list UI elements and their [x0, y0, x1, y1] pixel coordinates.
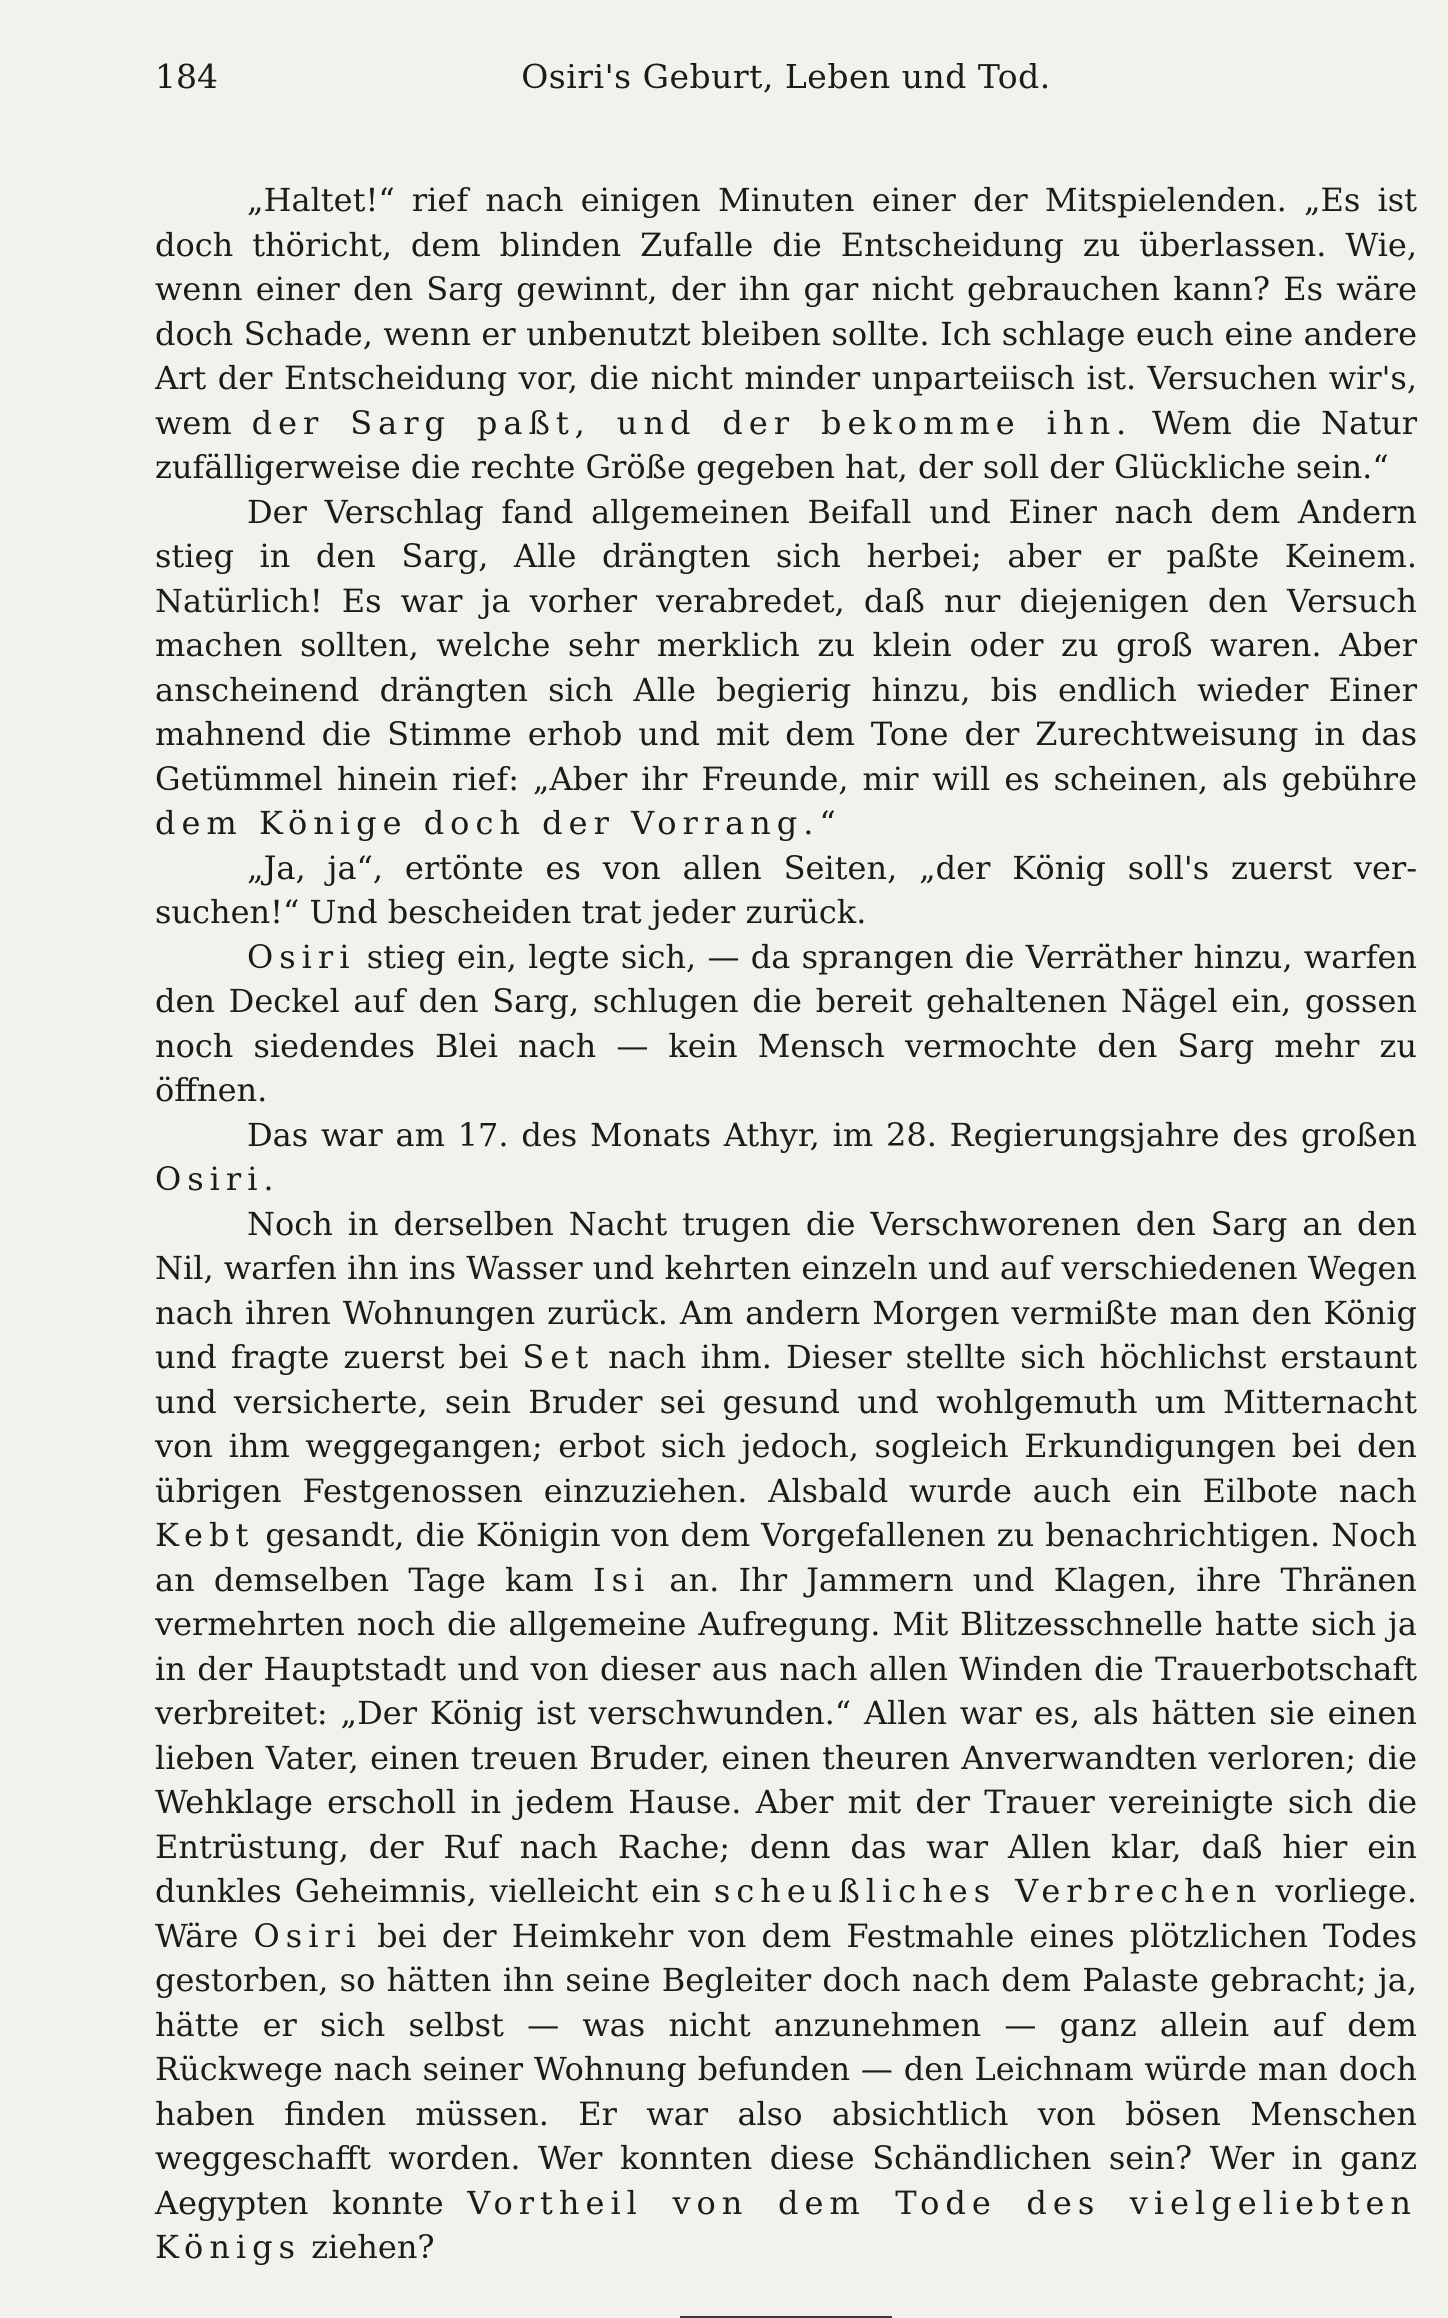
paragraph-4 — [155, 935, 1417, 1113]
text-run: gesandt, die Königin von dem Vorgefallenen zu benachrichtigen. Noch an demselben Tage kam — [155, 1516, 1417, 1599]
page-number: 184 — [155, 57, 218, 96]
end-rule — [680, 2316, 892, 2318]
paragraph-5 — [155, 1113, 1417, 1202]
spaced-text-run: dem Könige doch der Vorrang. — [155, 804, 820, 842]
body-text — [155, 178, 1417, 2270]
spaced-text-run: Osiri — [253, 1916, 362, 1955]
spaced-text-run: Set — [522, 1338, 595, 1376]
text-run: Der Verschlag fand allgemeinen Beifall und Einer nach dem Andern stieg in den Sarg, Alle drängten sich herbei; aber er paßte Keinem. Natürlich! Es war ja vorher verabredet, daß nur diejenigen den Versuch machen sollten, welche sehr merklich zu klein oder zu groß waren. Aber anscheinend drängten sich Alle begierig hinzu, bis endlich wieder Einer mahnend die Stimme erhob und mit dem Tone der Zurechtweisung in das Getümmel hinein rief: „Aber ihr Freunde, mir will es scheinen, als gebühre — [155, 492, 1417, 798]
spaced-text-run: der Sarg paßt, und der bekomme ihn. — [251, 403, 1133, 442]
text-run: „Haltet!“ rief nach einigen Minuten einer der Mitspielenden. „Es ist doch thöricht, dem blinden Zufalle die Entscheidung zu überlassen. Wie, wenn einer den Sarg gewinnt, der ihn gar nicht gebrauchen kann? Es wäre doch Schade, wenn er unbenutzt bleiben sollte. Ich schlage euch eine andere Art der Entscheidung vor, die nicht minder unparteiisch ist. Versuchen wir's, wem — [155, 181, 1417, 442]
text-run: Wem die Natur zufälligerweise die rechte Größe gegeben hat, der soll der Glückliche sein.“ — [155, 403, 1418, 486]
text-run: „Ja, ja“, ertönte es von allen Seiten, „der König soll's zuerst versuchen!“ Und bescheiden trat jeder zurück. — [155, 848, 1417, 931]
running-title: Osiri's Geburt, Leben und Tod. — [521, 57, 1051, 96]
paragraph-1 — [155, 178, 1417, 490]
paragraph-2 — [155, 490, 1417, 846]
running-head — [155, 50, 1417, 104]
text-run: ziehen? — [301, 2228, 435, 2266]
paragraph-3 — [155, 846, 1417, 935]
text-run: nach ihm. Dieser stellte sich höchlichst erstaunt und versicherte, sein Bruder sei gesund und wohlgemuth um Mitternacht von ihm weggegangen; erbot sich jedoch, sogleich Erkundigungen bei den übrigen Festgenossen einzuziehen. Alsbald wurde auch ein Eilbote nach — [155, 1338, 1418, 1510]
text-run: stieg ein, legte sich, — da sprangen die Verräther hinzu, warfen den Deckel auf den Sarg, schlugen die bereit gehaltenen Nägel ein, gossen noch siedendes Blei nach — kein Mensch vermochte den Sarg mehr zu öffnen. — [155, 937, 1417, 1109]
text-run: “ — [819, 804, 836, 842]
text-run: an. Ihr Jammern und Klagen, ihre Thränen vermehrten noch die allgemeine Aufregung. Mit Blitzesschnelle hatte sich ja in der Hauptstadt und von dieser aus nach allen Winden die Trauerbotschaft verbreitet: „Der König ist verschwunden.“ Allen war es, als hätten sie einen lieben Vater, einen treuen Bruder, einen theuren Anverwandten verloren; die Wehklage erscholl in jedem Hause. Aber mit der Trauer vereinigte sich die Entrüstung, der Ruf nach Rache; denn das war Allen klar, daß hier ein dunkles Geheimnis, vielleicht ein — [155, 1560, 1418, 1910]
spaced-text-run: Isi — [592, 1560, 651, 1599]
spaced-text-run: Osiri — [247, 937, 356, 976]
spaced-text-run: Kebt — [155, 1516, 255, 1554]
book-page — [155, 50, 1418, 2266]
text-run: Das war am 17. des Monats Athyr, im 28. Regierungsjahre des großen — [247, 1115, 1417, 1154]
spaced-text-run: scheußliches Verbrechen — [713, 1872, 1263, 1910]
text-run: vorliege. Wäre — [155, 1872, 1418, 1955]
text-run: bei der Heimkehr von dem Festmahle eines plötzlichen Todes gestorben, so hätten ihn seine Begleiter doch nach dem Palaste gebracht; ja, hätte er sich selbst — was nicht anzunehmen — ganz allein auf dem Rückwege nach seiner Wohnung befunden — den Leichnam würde man doch haben finden müssen. Er war also absichtlich von bösen Menschen weggeschafft worden. Wer konnten diese Schändlichen sein? Wer in ganz Aegypten konnte — [155, 1916, 1418, 2222]
paragraph-6 — [155, 1202, 1417, 2270]
spaced-text-run: Osiri. — [155, 1160, 280, 1198]
spaced-text-run: Vortheil von dem Tode des vielgeliebten Königs — [155, 2183, 1418, 2266]
text-run: Noch in derselben Nacht trugen die Verschworenen den Sarg an den Nil, warfen ihn ins Wasser und kehrten einzeln und auf verschiedenen Wegen nach ihren Wohnungen zurück. Am andern Morgen vermißte man den König und fragte zuerst bei — [155, 1204, 1417, 1376]
